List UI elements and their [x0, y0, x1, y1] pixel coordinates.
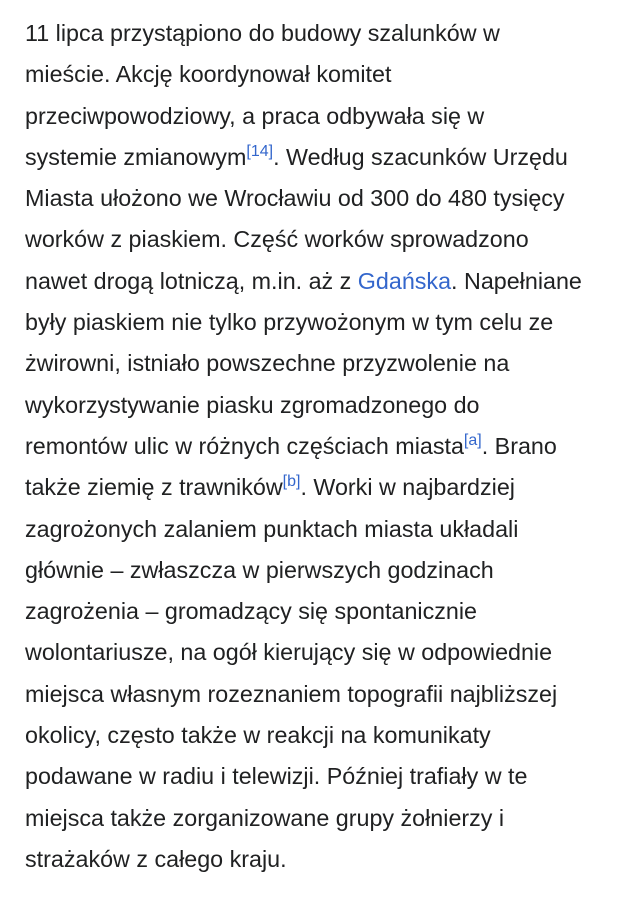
footnote-ref-b[interactable]	[283, 473, 301, 490]
text-line: Miasta ułożono we Wrocławiu od 300 do 480 tysięcy	[25, 185, 565, 212]
text-line: okolicy, często także w reakcji na komunikaty	[25, 722, 491, 749]
text-line: worków z piaskiem. Część worków sprowadzono	[25, 226, 529, 253]
footnote-ref-a[interactable]	[464, 432, 482, 449]
text-segment: . Napełniane	[451, 267, 582, 294]
text-line: zagrożenia – gromadzący się spontanicznie	[25, 598, 477, 625]
text-line	[25, 261, 619, 302]
article-body	[25, 13, 619, 880]
text-segment: remontów ulic w różnych częściach miasta	[25, 432, 464, 459]
text-line: podawane w radiu i telewizji. Później trafiały w te	[25, 763, 528, 790]
text-line	[25, 467, 619, 508]
citation-ref-14[interactable]	[246, 143, 273, 160]
text-line: przeciwpowodziowy, a praca odbywała się w	[25, 102, 485, 129]
text-line: wykorzystywanie piasku zgromadzonego do	[25, 391, 480, 418]
text-line: były piaskiem nie tylko przywożonym w tym celu ze	[25, 309, 554, 336]
paragraph	[25, 13, 619, 880]
text-segment: systemie zmianowym	[25, 143, 247, 170]
text-line: wolontariusze, na ogół kierujący się w odpowiednie	[25, 639, 553, 666]
text-line: miejsca własnym rozeznaniem topografii najbliższej	[25, 680, 558, 707]
text-line: żwirowni, istniało powszechne przyzwolenie na	[25, 350, 510, 377]
link-gdansk[interactable]: Gdańska	[357, 267, 452, 294]
text-segment: . Według szacunków Urzędu	[273, 143, 568, 170]
text-line: głównie – zwłaszcza w pierwszych godzinach	[25, 556, 494, 583]
citation-link-14[interactable]: [14]	[246, 142, 274, 160]
text-segment: . Worki w najbardziej	[300, 474, 515, 501]
text-line	[25, 426, 619, 467]
text-line	[25, 137, 619, 178]
footnote-link-b[interactable]: [b]	[282, 473, 301, 491]
text-line: 11 lipca przystąpiono do budowy szalunków w	[25, 20, 500, 46]
footnote-link-a[interactable]: [a]	[463, 431, 482, 449]
text-line: mieście. Akcję koordynował komitet	[25, 61, 392, 88]
text-line: miejsca także zorganizowane grupy żołnierzy i	[25, 804, 505, 831]
text-segment: nawet drogą lotniczą, m.in. aż z	[25, 267, 358, 294]
text-segment: także ziemię z trawników	[25, 474, 283, 501]
text-line: zagrożonych zalaniem punktach miasta układali	[25, 515, 519, 542]
text-segment: . Brano	[481, 432, 557, 459]
text-line: strażaków z całego kraju.	[25, 845, 287, 872]
